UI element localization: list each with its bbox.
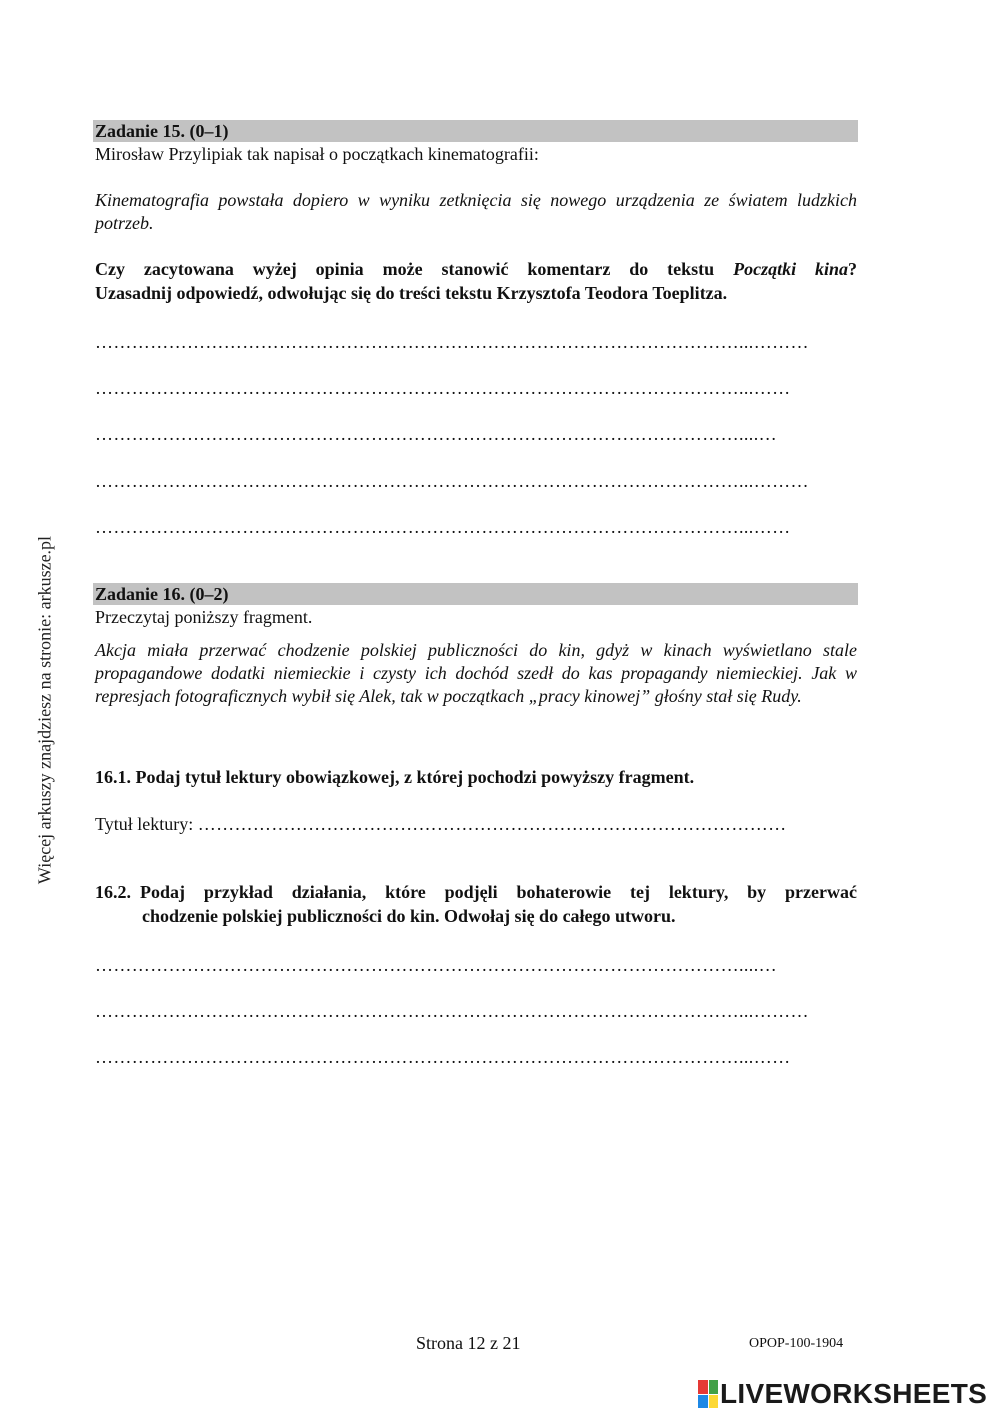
task15-answer-line-3[interactable]: ……………………………………………………………………………………………....… xyxy=(95,424,777,444)
task16-q2-number: 16.2. xyxy=(95,882,131,902)
task16-title-answer[interactable]: …………………………………………………………………………………… xyxy=(197,814,787,834)
task15-question-title: Początki kina xyxy=(733,259,848,279)
task15-answer-line-2[interactable]: ……………………………………………………………………………………………...…… xyxy=(95,378,791,398)
page-number: Strona 12 z 21 xyxy=(416,1333,521,1353)
task15-question-line2: Uzasadnij odpowiedź, odwołując się do treści tekstu Krzysztofa Teodora Toeplitza. xyxy=(95,283,728,303)
liveworksheets-brand[interactable] xyxy=(698,1378,987,1410)
task16-title-row xyxy=(95,813,857,836)
task16-answer-line-2[interactable]: ……………………………………………………………………………………………...……… xyxy=(95,1001,809,1021)
task16-q1: 16.1. Podaj tytuł lektury obowiązkowej, z której pochodzi powyższy fragment. xyxy=(95,767,695,787)
task15-header: Zadanie 15. (0–1) xyxy=(93,120,858,142)
liveworksheets-name: LIVEWORKSHEETS xyxy=(720,1378,988,1409)
task15-answer-line-5[interactable]: ……………………………………………………………………………………………...…… xyxy=(95,517,791,537)
task15-question-part1: Czy zacytowana wyżej opinia może stanowić komentarz do tekstu xyxy=(95,259,734,279)
task16-answer-line-3[interactable]: ……………………………………………………………………………………………...…… xyxy=(95,1047,791,1067)
logo-square-blue xyxy=(698,1395,708,1409)
task16-intro: Przeczytaj poniższy fragment. xyxy=(95,607,313,627)
task16-answer-line-1[interactable]: ……………………………………………………………………………………………....… xyxy=(95,955,777,975)
task15-answer-line-4[interactable]: ……………………………………………………………………………………………...……… xyxy=(95,471,809,491)
task15-quote: Kinematografia powstała dopiero w wyniku zetknięcia się nowego urządzenia ze światem ludzkich potrzeb. xyxy=(95,190,857,233)
task16-q2-line2: chodzenie polskiej publiczności do kin. Odwołaj się do całego utworu. xyxy=(142,906,676,926)
task15-question-line1 xyxy=(95,258,857,281)
liveworksheets-logo-icon xyxy=(698,1380,718,1408)
logo-square-green xyxy=(709,1380,719,1394)
task15-question-part2: ? xyxy=(848,259,857,279)
logo-square-yellow xyxy=(709,1395,719,1409)
task16-fragment: Akcja miała przerwać chodzenie polskiej publiczności do kin, gdyż w kinach wyświetlano stale propagandowe dodatki niemieckie i czysty ich dochód szedł do kas propagandy niemieckiej. Jak w represjach fotograficznych wybił się Alek, tak w początkach „pracy kinowej” głośny stał się Rudy. xyxy=(95,640,857,706)
task15-intro: Mirosław Przylipiak tak napisał o początkach kinematografii: xyxy=(95,144,539,164)
logo-square-red xyxy=(698,1380,708,1394)
task16-title-label: Tytuł lektury: xyxy=(95,814,198,834)
exam-code: OPOP-100-1904 xyxy=(749,1336,844,1351)
task16-q2-line1: Podaj przykład działania, które podjęli bohaterowie tej lektury, by przerwać xyxy=(140,882,857,902)
side-watermark-text: Więcej arkuszy znajdziesz na stronie: arkusze.pl xyxy=(34,535,55,885)
task15-answer-line-1[interactable]: ……………………………………………………………………………………………...……… xyxy=(95,332,809,352)
task16-header: Zadanie 16. (0–2) xyxy=(93,583,858,605)
